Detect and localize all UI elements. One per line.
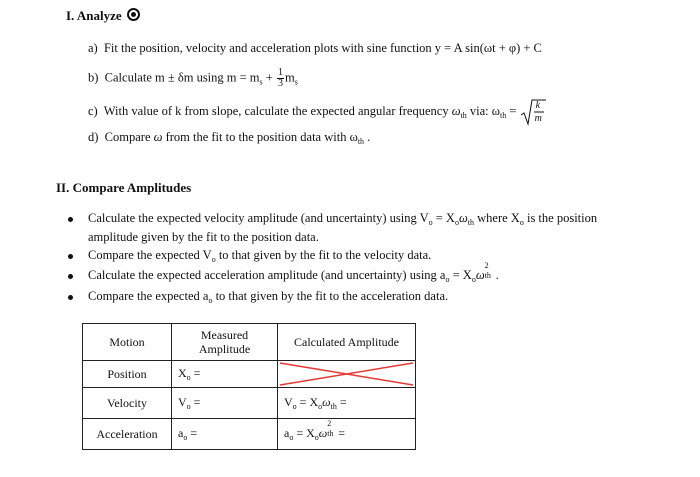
section1-title: I. Analyze: [66, 8, 140, 24]
measured-cell[interactable]: $a_o$ =: [172, 419, 278, 450]
item-c: c) With value of k from slope, calculate the expected angular frequency $\omega_{th}$ via: $\omega_{th}$ = k m: [88, 98, 546, 126]
header-measured: Measured Amplitude: [172, 324, 278, 361]
item-a: a) Fit the position, velocity and acceleration plots with sine function y = A sin(ωt + φ) + C: [88, 41, 542, 55]
bullet-icon: [68, 274, 73, 279]
link-icon[interactable]: [127, 8, 140, 21]
bullet-3: Calculate the expected acceleration amplitude (and uncertainty) using $a_o = X_o\omega$ 2 th .: [88, 261, 499, 284]
crossed-out-cell: [278, 361, 416, 388]
motion-cell: Position: [83, 361, 172, 388]
cross-out-icon: [278, 361, 415, 387]
table-header-row: [83, 324, 416, 361]
header-motion: Motion: [83, 324, 172, 361]
item-d: d) Compare ω from the fit to the position data with $\omega_{th}$ .: [88, 130, 371, 146]
measured-cell[interactable]: $V_o$ =: [172, 388, 278, 419]
section2-title: II. Compare Amplitudes: [56, 180, 192, 195]
item-b: b) Calculate m ± δm using $m = m_s$ + $\frac{1}{3}$ $m_s$: [88, 67, 298, 89]
calculated-cell[interactable]: $V_o = X_o\omega_{th}$ =: [278, 388, 416, 419]
bullet-1-line1: Calculate the expected velocity amplitude (and uncertainty) using $V_o = X_o\omega_{th}$ where $X_o$ is the position: [88, 211, 598, 227]
measured-cell[interactable]: $X_o$ =: [172, 361, 278, 388]
header-calculated: Calculated Amplitude: [278, 324, 416, 361]
bullet-icon: [68, 217, 73, 222]
bullet-1-line2: amplitude given by the fit to the position data.: [88, 230, 319, 244]
motion-cell: Acceleration: [83, 419, 172, 450]
amplitude-table: [82, 323, 416, 450]
calculated-cell[interactable]: $a_o = X_o\omega$ 2 th =: [278, 419, 416, 450]
table-row: [83, 361, 416, 388]
bullet-2: Compare the expected $V_o$ to that given by the fit to the velocity data.: [88, 248, 432, 264]
bullet-4: Compare the expected $a_o$ to that given by the fit to the acceleration data.: [88, 289, 449, 305]
table-row: [83, 419, 416, 450]
bullet-icon: [68, 254, 73, 259]
table-row: [83, 388, 416, 419]
motion-cell: Velocity: [83, 388, 172, 419]
bullet-icon: [68, 295, 73, 300]
sqrt-k-over-m: k m: [520, 98, 546, 126]
fraction-one-third: $\frac{1}{3}$: [277, 67, 283, 89]
